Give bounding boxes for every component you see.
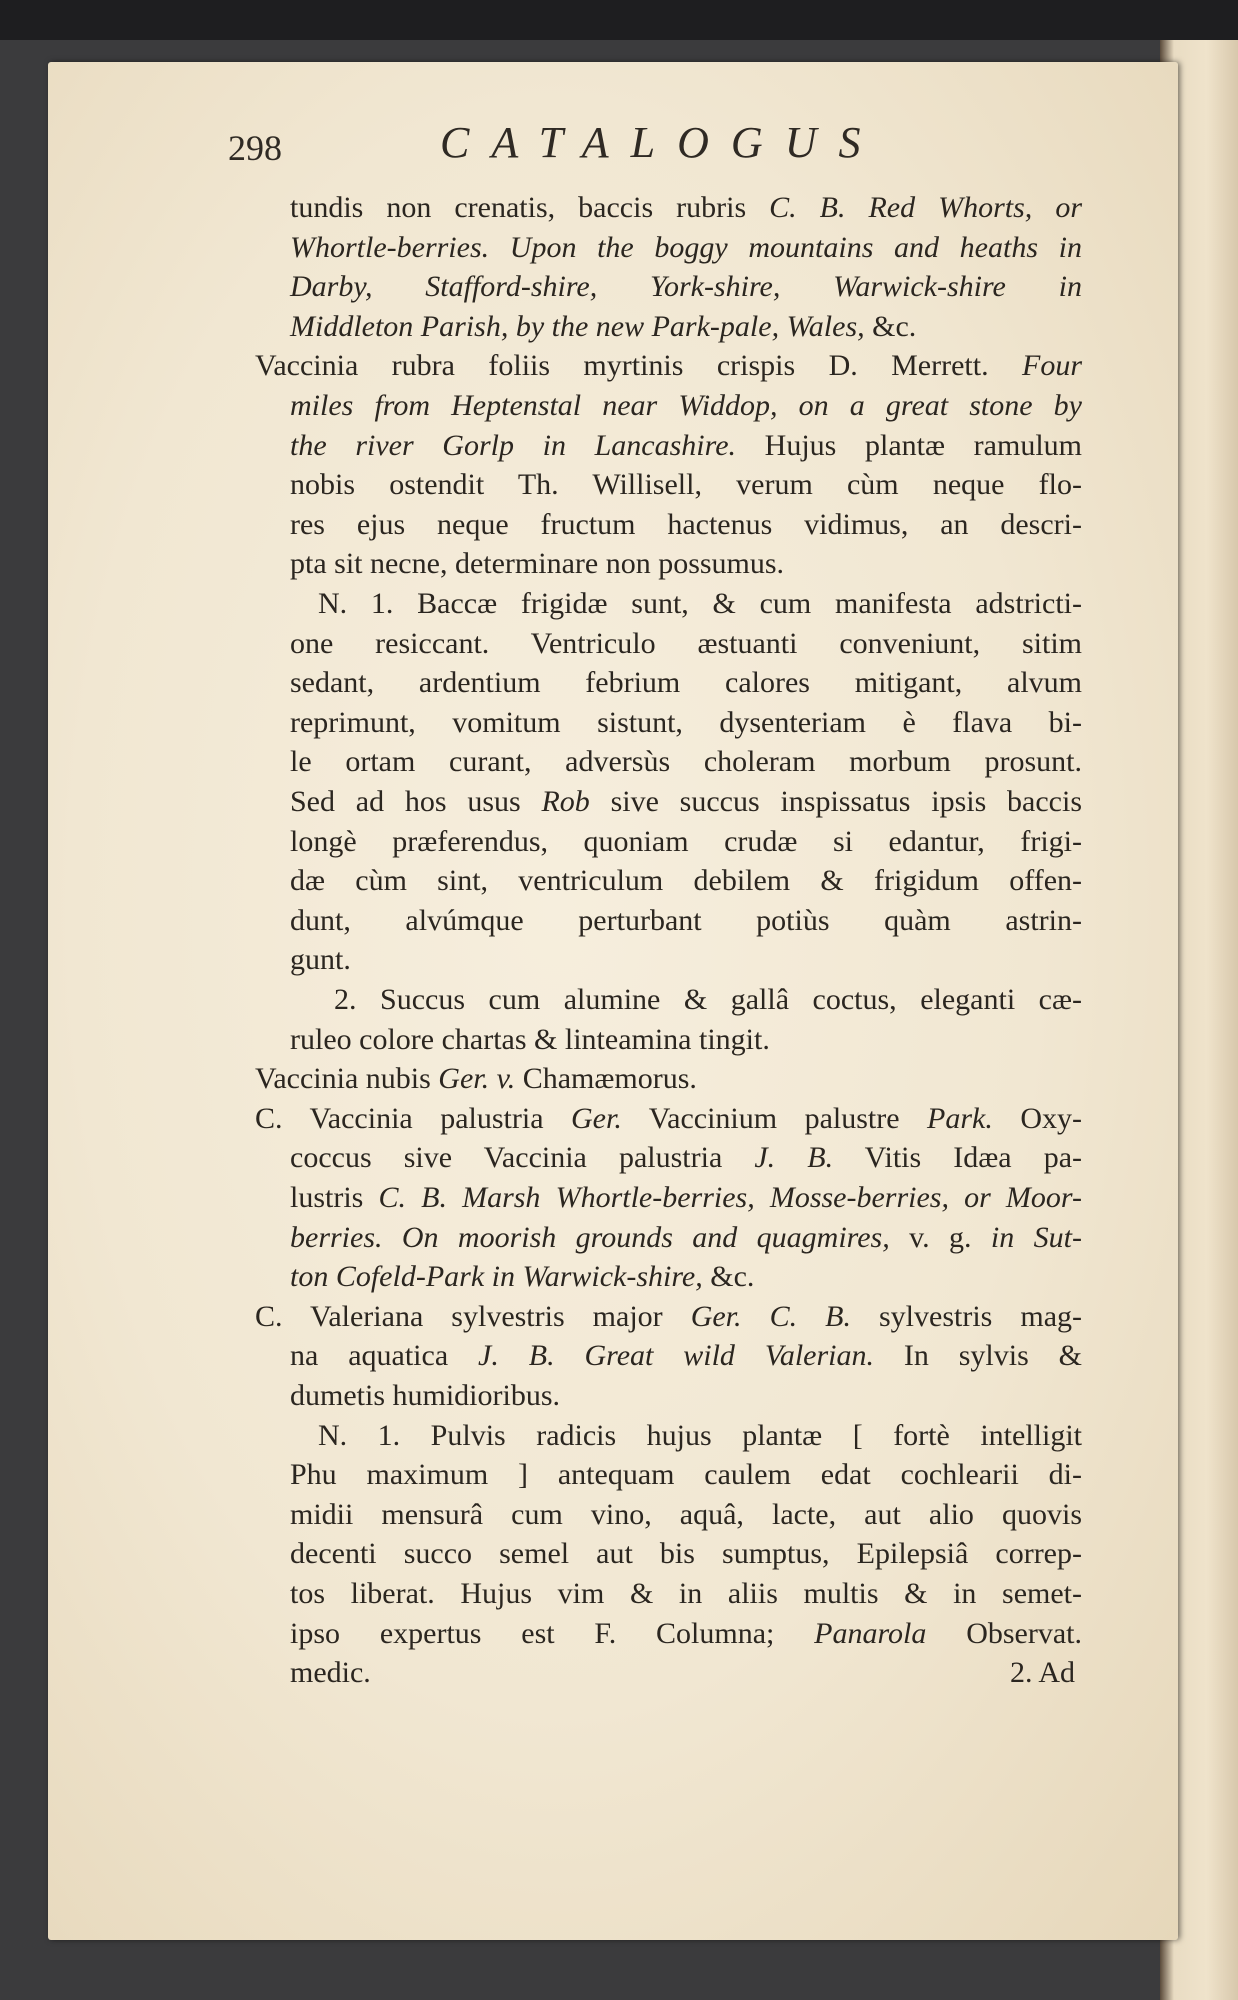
text-line [290,465,1082,505]
text-line [290,307,916,347]
text-line [290,1336,1082,1376]
text-line [318,584,1082,624]
text-line [290,901,1082,941]
roman-text: ipso expertus est F. Columna; [290,1616,815,1650]
text-line [290,544,784,584]
roman-text: v. g. [909,1220,972,1254]
roman-text: sive succus inspissatus ipsis baccis [589,785,1082,818]
roman-text: tos liberat. Hujus vim & in aliis multis & in semet- [290,1577,1082,1610]
italic-text: Rob [541,785,590,818]
italic-text: ton Cofeld-Park in Warwick-shire, [290,1260,711,1294]
roman-text: reprimunt, vomitum sistunt, dysenteriam è flava bi- [290,705,1082,739]
roman-text: sylvestris mag- [850,1299,1083,1333]
text-line [290,1178,1082,1218]
italic-text: Middleton Parish, by the new Park-pale, Wales, [290,309,873,343]
text-line [290,822,1082,862]
roman-text: C. Valeriana sylvestris major [255,1299,691,1333]
roman-text: Vitis Idæa pa- [833,1141,1082,1175]
text-line [290,1376,560,1416]
roman-text: dunt, alvúmque perturbant potiùs quàm astrin- [290,903,1082,937]
text-line [290,505,1082,545]
roman-text: Sed ad hos usus [290,785,542,818]
roman-text: Observat. [926,1616,1083,1650]
roman-text: 2. Succus cum alumine & gallâ coctus, eleganti cæ- [334,983,1082,1016]
roman-text: one resiccant. Ventriculo æstuanti conveniunt, sitim [290,626,1082,660]
roman-text: longè præferendus, quoniam crudæ si edantur, frigi- [290,824,1082,858]
italic-text: Ger. v. [438,1062,516,1096]
roman-text: Phu maximum ] antequam caulem edat cochlearii di- [290,1458,1082,1492]
text-line [290,1495,1082,1535]
text-line [334,980,1082,1020]
text-line [290,1574,1082,1614]
text-line [290,426,1082,466]
roman-text: medic. [290,1656,371,1690]
roman-text: pta sit necne, determinare non possumus. [290,547,785,581]
text-line [290,1534,1082,1574]
text-line [290,267,1082,307]
roman-text: nobis ostendit Th. Willisell, verum cùm neque flo- [290,468,1082,502]
italic-text: Four [1022,349,1082,383]
italic-text: J. B. Great wild Valerian. [478,1339,874,1373]
scan-background-top [0,0,1238,40]
italic-text: Ger. C. B. [690,1299,851,1333]
roman-text: dæ cùm sint, ventriculum debilem & frigidum offen- [290,864,1082,898]
roman-text: N. 1. Pulvis radicis hujus plantæ [ fortè intelligit [318,1418,1082,1452]
roman-text: na aquatica [290,1339,479,1373]
text-line [290,940,351,980]
italic-text: Panarola [814,1616,927,1650]
roman-text: &c. [710,1260,755,1294]
roman-text: gunt. [290,943,351,977]
text-line [290,188,1082,228]
running-head: CATALOGUS [440,118,883,167]
text-line [290,1257,754,1297]
text-line [290,386,1082,426]
text-line [290,703,1082,743]
roman-text: N. 1. Baccæ frigidæ sunt, & cum manifesta adstricti- [318,587,1082,620]
page-number: 298 [228,128,282,168]
text-line [255,1297,1082,1337]
italic-text: C. B. Marsh Whortle-berries, Mosse-berries, or Moor- [378,1181,1082,1214]
roman-text: dumetis humidioribus. [290,1379,560,1412]
italic-text: Whortle-berries. Upon the boggy mountains and heaths in [290,230,1082,264]
italic-text: J. B. [754,1141,834,1175]
roman-text: Hujus plantæ ramulum [736,428,1082,462]
italic-text: miles from Heptenstal near Widdop, on a great stone by [290,389,1082,422]
roman-text: In sylvis & [873,1339,1083,1373]
roman-text: decenti succo semel aut bis sumptus, Epilepsiâ correp- [290,1537,1082,1571]
text-line [255,346,1082,386]
italic-text: berries. On moorish grounds and quagmires, [290,1220,910,1254]
text-line [290,742,1082,782]
roman-text: &c. [872,309,917,343]
italic-text: Park. [927,1101,993,1135]
italic-text: Ger. [571,1101,622,1135]
text-line [255,1099,1082,1139]
roman-text: Chamæmorus. [515,1062,697,1096]
roman-text: lustris [290,1181,379,1214]
text-line [290,1218,1082,1258]
italic-text: the river Gorlp in Lancashire. [290,428,737,462]
text-line [290,861,1082,901]
roman-text: Vaccinium palustre [621,1101,928,1135]
roman-text: ruleo colore chartas & linteamina tingit. [290,1022,770,1056]
text-line [290,624,1082,664]
text-line [290,228,1082,268]
italic-text: Darby, Stafford-shire, York-shire, Warwick-shire in [290,270,1082,304]
roman-text: C. Vaccinia palustria [255,1101,571,1135]
text-line [290,1020,770,1060]
italic-text: in Sut- [971,1220,1082,1254]
roman-text: Vaccinia rubra foliis myrtinis crispis D. Merrett. [255,349,1022,383]
text-line [290,1138,1082,1178]
roman-text: coccus sive Vaccinia palustria [290,1141,755,1175]
roman-text: le ortam curant, adversùs choleram morbum prosunt. [290,745,1082,779]
text-line [290,1455,1082,1495]
text-line [290,663,1082,703]
text-line [255,1059,697,1099]
italic-text: C. B. Red Whorts, or [769,191,1082,224]
text-line [290,782,1082,822]
text-line [318,1416,1082,1456]
roman-text: midii mensurâ cum vino, aquâ, lacte, aut alio quovis [290,1497,1082,1531]
roman-text: Oxy- [992,1101,1083,1135]
roman-text: tundis non crenatis, baccis rubris [290,191,770,224]
text-line [290,1614,1082,1654]
text-line [290,1653,371,1693]
roman-text: sedant, ardentium febrium calores mitigant, alvum [290,666,1082,700]
catchword: 2. Ad [1010,1656,1076,1689]
roman-text: Vaccinia nubis [255,1062,439,1096]
roman-text: res ejus neque fructum hactenus vidimus, an descri- [290,507,1082,541]
